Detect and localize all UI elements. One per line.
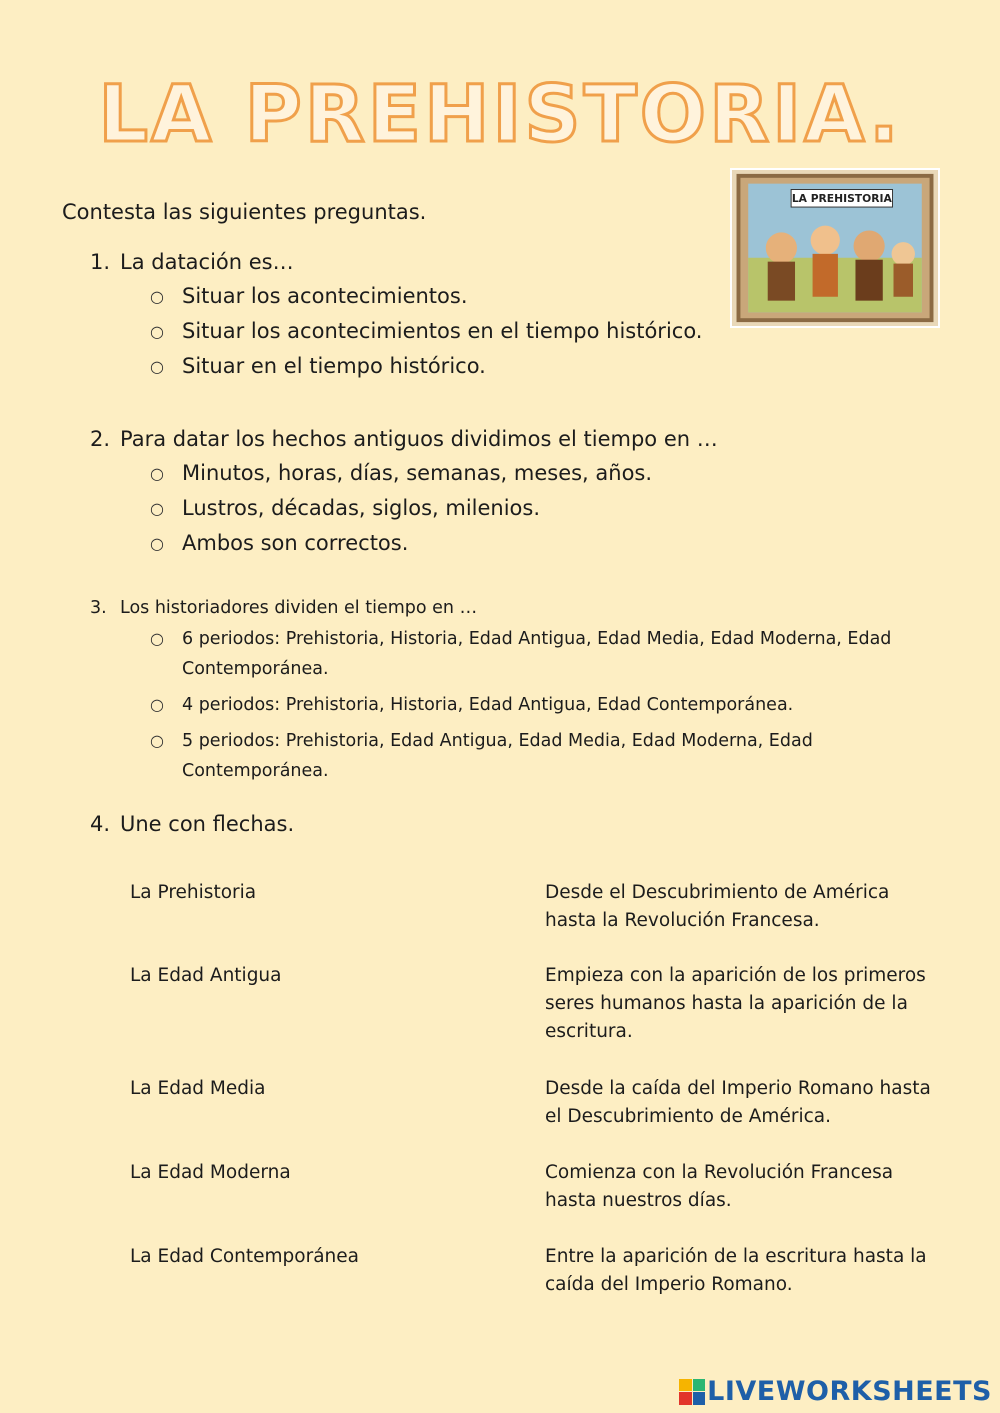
- answer-option[interactable]: ○ Minutos, horas, días, semanas, meses, años.: [150, 461, 653, 485]
- match-right-item[interactable]: Desde el Descubrimiento de América hasta la Revolución Francesa.: [545, 882, 890, 931]
- match-left-item[interactable]: La Edad Moderna: [130, 1162, 291, 1183]
- answer-option[interactable]: ○ Ambos son correctos.: [150, 531, 409, 555]
- question-number: 2.: [90, 427, 111, 451]
- question-text: Los historiadores dividen el tiempo en …: [120, 598, 478, 618]
- radio-circle-icon: ○: [150, 322, 164, 341]
- liveworksheets-logo-icon: [679, 1379, 705, 1405]
- question-text: Une con flechas.: [120, 812, 295, 836]
- radio-circle-icon: ○: [150, 499, 164, 518]
- question-number: 3.: [90, 598, 107, 618]
- instructions: Contesta las siguientes preguntas.: [62, 200, 427, 224]
- radio-circle-icon: ○: [150, 357, 164, 376]
- answer-option[interactable]: ○ 6 periodos: Prehistoria, Historia, Edad Antigua, Edad Media, Edad Moderna, Edad Contemporánea.: [90, 624, 920, 684]
- worksheet-title: LA PREHISTORIA.: [98, 70, 902, 160]
- answer-option[interactable]: ○ Situar los acontecimientos.: [150, 284, 468, 308]
- question-2: [90, 427, 718, 556]
- liveworksheets-brand[interactable]: [679, 1376, 992, 1407]
- radio-circle-icon: ○: [150, 731, 164, 750]
- match-left-item[interactable]: La Edad Antigua: [130, 965, 282, 986]
- match-left-item[interactable]: La Prehistoria: [130, 882, 257, 903]
- question-3: [90, 598, 920, 786]
- match-right-item[interactable]: Desde la caída del Imperio Romano hasta el Descubrimiento de América.: [545, 1078, 931, 1127]
- answer-option[interactable]: ○ Lustros, décadas, siglos, milenios.: [150, 496, 541, 520]
- match-right-item[interactable]: Empieza con la aparición de los primeros seres humanos hasta la aparición de la escritura.: [545, 965, 926, 1042]
- match-left-item[interactable]: La Edad Media: [130, 1078, 266, 1099]
- radio-circle-icon: ○: [150, 629, 164, 648]
- question-number: 4.: [90, 812, 111, 836]
- answer-option[interactable]: ○ Situar en el tiempo histórico.: [150, 354, 486, 378]
- question-text: Para datar los hechos antiguos dividimos el tiempo en …: [120, 427, 718, 451]
- illustration-caption: LA PREHISTORIA: [791, 192, 892, 206]
- match-left-item[interactable]: La Edad Contemporánea: [130, 1246, 359, 1267]
- question-number: 1.: [90, 250, 111, 274]
- radio-circle-icon: ○: [150, 534, 164, 553]
- brand-name: LIVEWORKSHEETS: [707, 1376, 992, 1407]
- answer-option[interactable]: ○ 4 periodos: Prehistoria, Historia, Edad Antigua, Edad Contemporánea.: [90, 690, 920, 720]
- radio-circle-icon: ○: [150, 287, 164, 306]
- match-right-item[interactable]: Comienza con la Revolución Francesa hasta nuestros días.: [545, 1162, 894, 1211]
- match-right-item[interactable]: Entre la aparición de la escritura hasta la caída del Imperio Romano.: [545, 1246, 927, 1295]
- answer-option[interactable]: ○ 5 periodos: Prehistoria, Edad Antigua, Edad Media, Edad Moderna, Edad Contemporánea.: [90, 726, 920, 786]
- question-4: [90, 812, 294, 836]
- radio-circle-icon: ○: [150, 464, 164, 483]
- question-text: La datación es…: [120, 250, 294, 274]
- prehistory-illustration: [730, 168, 940, 328]
- radio-circle-icon: ○: [150, 695, 164, 714]
- answer-option[interactable]: ○ Situar los acontecimientos en el tiempo histórico.: [150, 319, 703, 343]
- question-1: [90, 250, 702, 379]
